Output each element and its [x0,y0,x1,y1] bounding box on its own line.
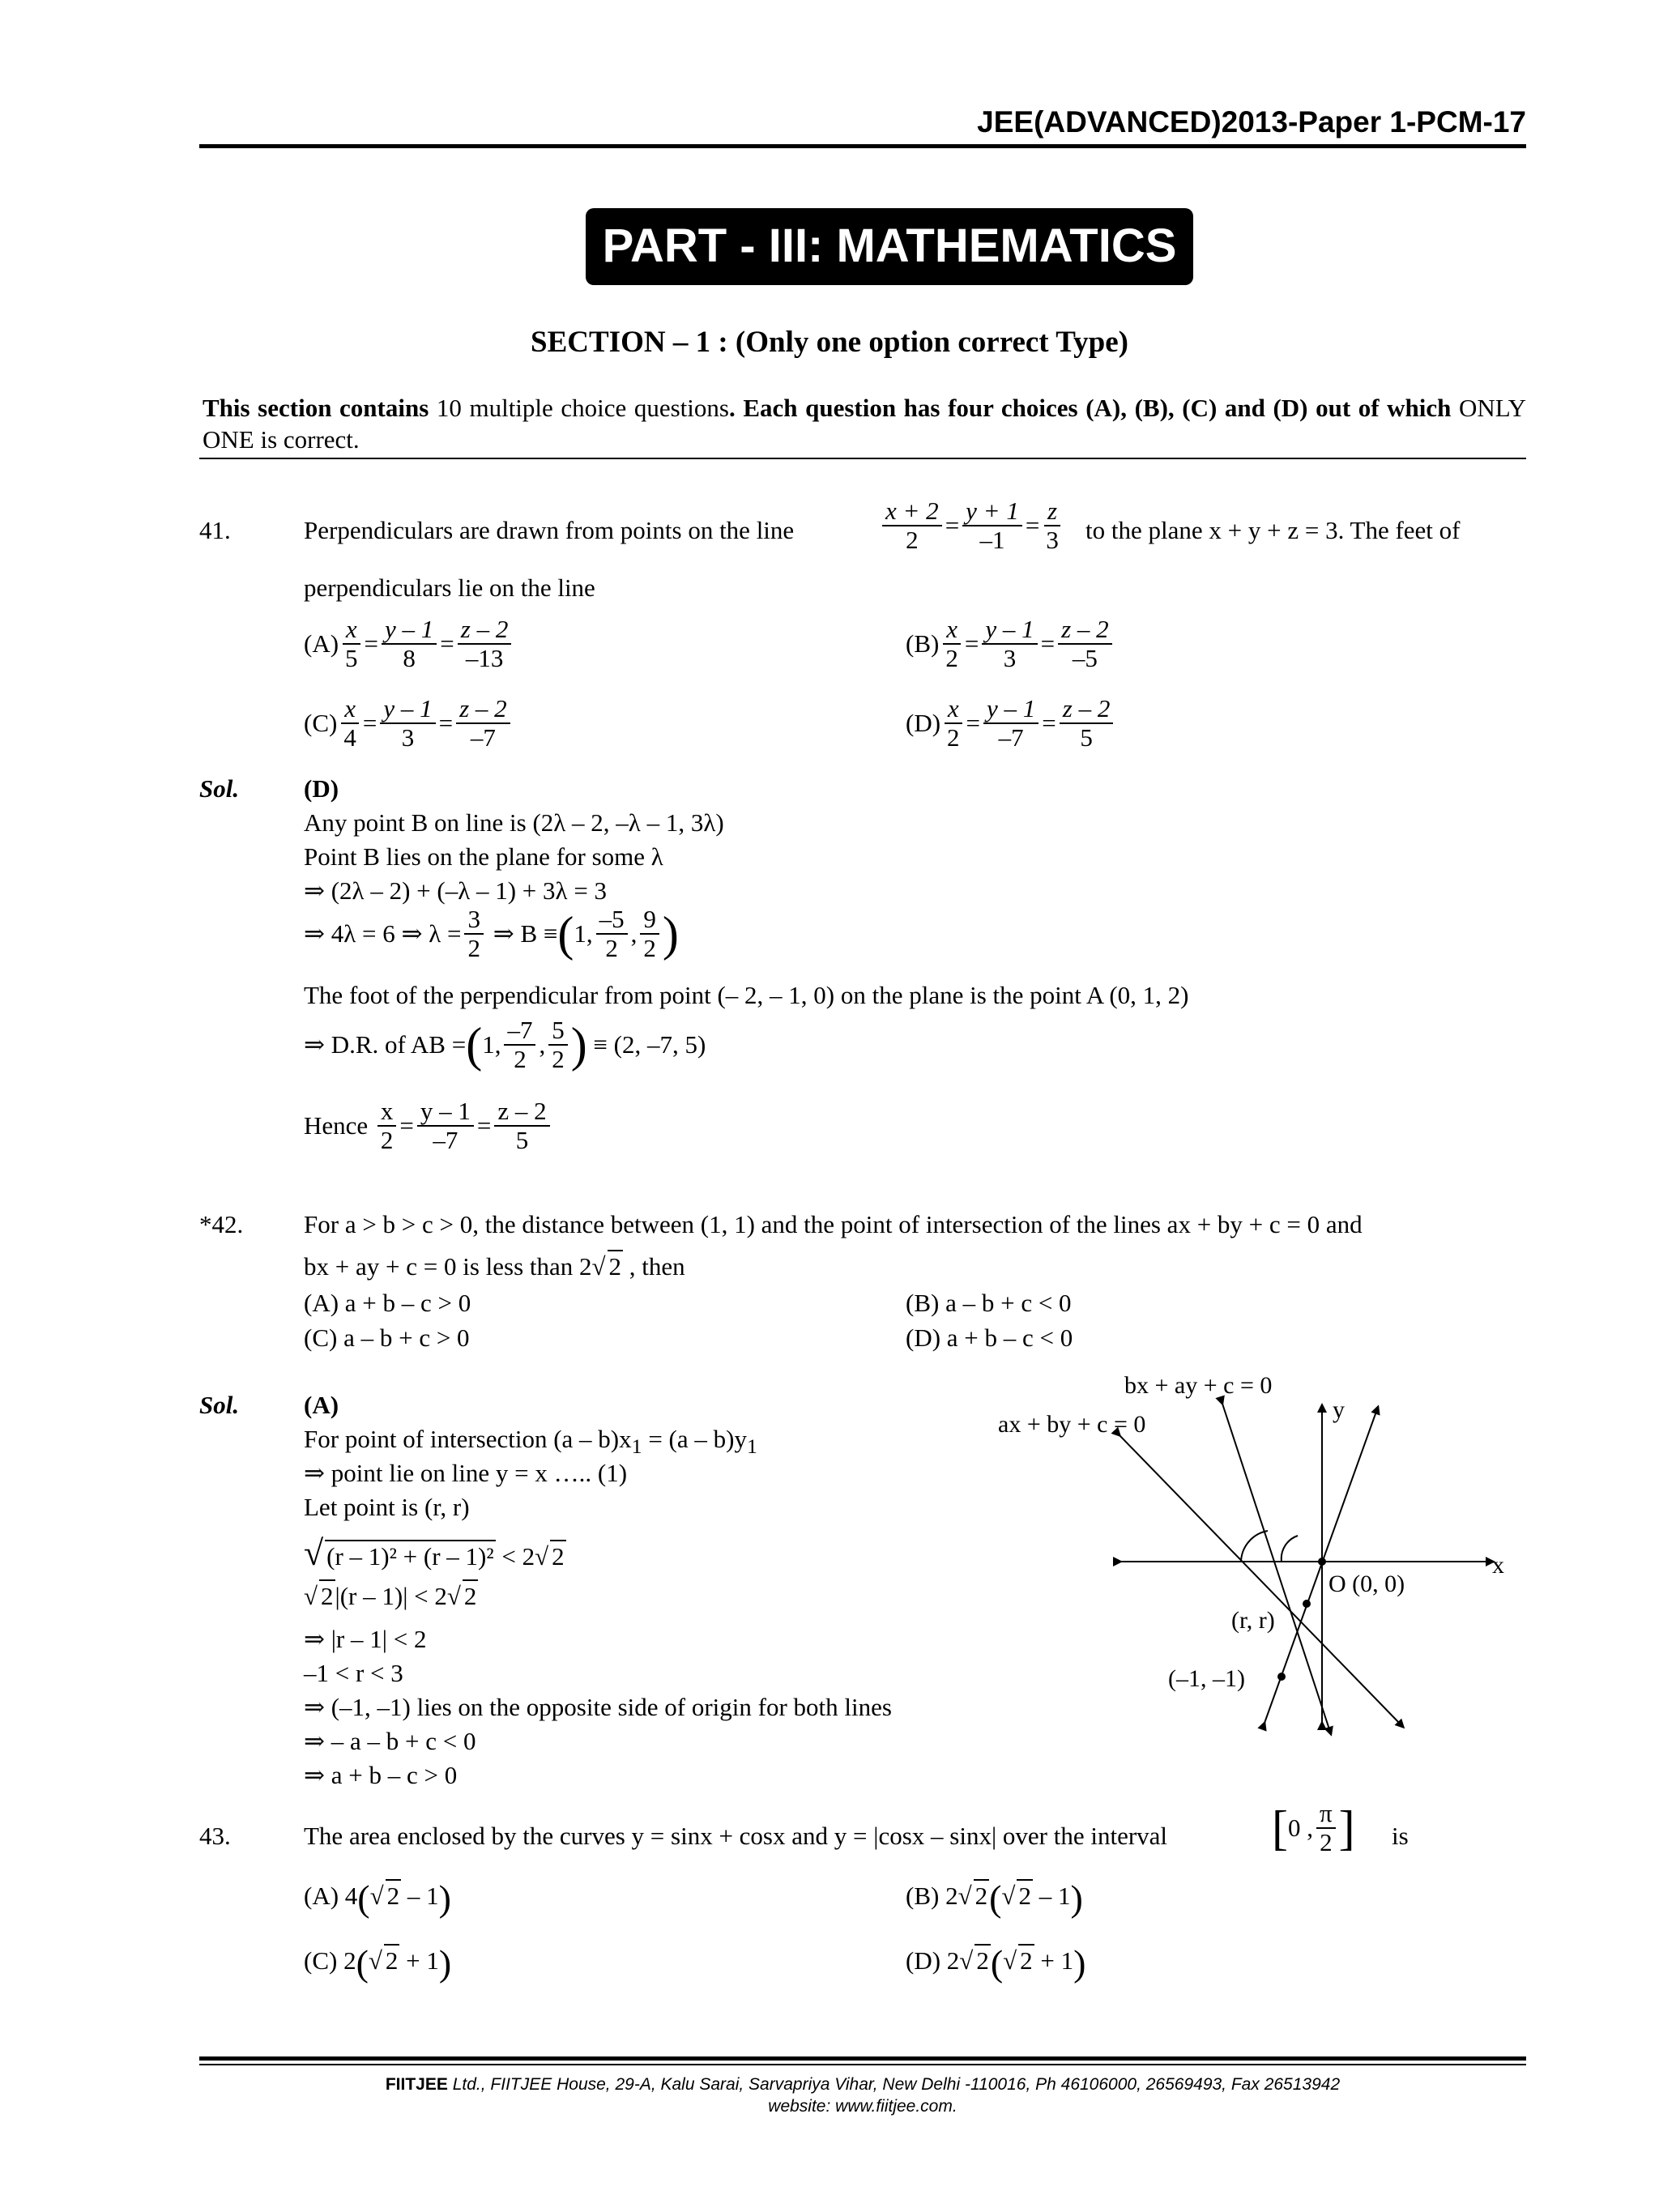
coef: 4 [344,1882,358,1910]
coef: 2 [946,1946,960,1975]
solution-hence: Hence $\frac{x}{2}$ = $\frac{y - 1}{-7}$ = $\frac{z - 2}{5}$ [304,1097,553,1154]
label-r-r: (r, r) [1231,1607,1275,1634]
frac-num: z – 2 [456,695,510,724]
footer-rule [199,2064,1526,2065]
sqrt-radicand: 2 [974,1879,990,1912]
angle-arc [1241,1531,1268,1562]
frac-den: –1 [979,526,1005,555]
frac-den: 2 [906,526,919,555]
option-label: (D) [906,708,941,737]
coef: 2 [343,1946,356,1975]
frac-den: –7 [998,723,1024,752]
footer [199,2073,1526,2118]
solution-line: Point B lies on the plane for some λ [304,842,663,871]
frac-den: –5 [1072,644,1098,673]
frac-num: x [943,616,961,645]
option-b[interactable]: (B) 2√ 2(√ 2 – 1) [906,1877,1083,1919]
label-bx-ay-c: bx + ay + c = 0 [1124,1372,1273,1399]
frac-den: 2 [1320,1828,1333,1857]
solution-line: ⇒ |r – 1| < 2 [304,1625,427,1653]
question-text-cont [304,1250,685,1283]
sqrt-radicand: 2 [386,1879,402,1912]
header-title: JEE(ADVANCED)2013-Paper 1-PCM-17 [977,105,1526,139]
option-sign: – 1 [1038,1882,1071,1910]
option-sign: + 1 [1040,1946,1074,1975]
option-a[interactable]: (A) 4(√ 2 – 1) [304,1877,451,1919]
frac-den: –7 [433,1126,458,1155]
option-label: (D) [906,1946,941,1975]
frac-den: 3 [1046,526,1059,555]
step-text: 1, [482,1029,501,1059]
question-line-equation: $\frac{x + 2}{2}$ = $\frac{y + 1}{-1}$ = $\frac{z}{3}$ [879,496,1065,554]
footer-address: Ltd., FIITJEE House, 29-A, Kalu Sarai, Sarvapriya Vihar, New Delhi -110016, Ph 46106000, 26569493, Fax 26513942 [447,2075,1341,2094]
frac-den: 2 [945,644,958,673]
frac-num: z – 2 [494,1097,549,1127]
solution-step-dr: ⇒ D.R. of AB = ( 1, $\frac{-7}{2}$ , $\frac{5}{2}$ ) ≡ (2, –7, 5) [304,1016,706,1074]
sqrt-symbol: √ [959,1946,974,1975]
coef: 2 [945,1882,958,1910]
solution-line: Any point B on line is (2λ – 2, –λ – 1, 3λ) [304,808,724,837]
angle-arc [1282,1536,1298,1562]
intersection-diagram [996,1369,1515,1741]
question-text: Perpendiculars are drawn from points on the line [304,516,795,544]
frac-num: x [343,616,360,645]
solution-sqrt-line [304,1531,566,1575]
solution-line: ⇒ a + b – c > 0 [304,1761,458,1789]
sqrt-symbol: √ [1003,1946,1017,1975]
frac-den: 5 [515,1126,529,1155]
sqrt-symbol: √ [369,1882,384,1910]
step-text: ⇒ D.R. of AB = [304,1029,467,1059]
solution-line: ⇒ point lie on line y = x ….. (1) [304,1459,628,1487]
sqrt-radicand: 2 [463,1579,479,1613]
frac-den: 2 [380,1126,394,1155]
label-x-axis: x [1492,1552,1504,1579]
frac-num: 9 [640,906,659,935]
footer-website: website: www.fiitjee.com. [768,2097,957,2116]
option-sign: + 1 [406,1946,439,1975]
frac-num: y – 1 [417,1097,474,1127]
solution-line: ⇒ (2λ – 2) + (–λ – 1) + 3λ = 3 [304,876,608,905]
origin-point [1318,1558,1326,1566]
frac-num: y + 1 [962,497,1022,526]
subscript: 1 [631,1434,642,1459]
option-label: (C) [304,708,338,737]
frac-num: x [945,695,962,724]
sqrt-symbol: √ [304,1582,318,1610]
option-b[interactable]: (B) $\frac{x}{2}$ = $\frac{y - 1}{3}$ = $\frac{z - 2}{-5}$ [906,616,1115,672]
option-c[interactable]: (C) a – b + c > 0 [304,1323,470,1352]
footer-brand: FIITJEE [385,2075,448,2094]
option-sign: – 1 [407,1882,439,1910]
subscript: 1 [746,1434,757,1459]
option-d[interactable]: (D) a + b – c < 0 [906,1323,1073,1352]
sqrt-symbol: √ [304,1533,324,1573]
question-text-cont: to the plane x + y + z = 3. The feet of [1085,516,1461,544]
sqrt-radicand: (r – 1)² + (r – 1)² [325,1540,496,1573]
frac-den: 5 [345,644,358,673]
frac-num: z – 2 [458,616,512,645]
frac-den: 2 [605,934,618,963]
question-text: The area enclosed by the curves y = sinx + cosx and y = |cosx – sinx| over the interval [304,1822,1168,1850]
footer-line-1 [199,2073,1526,2095]
solution-label: Sol. [199,1391,240,1419]
point-r-r [1303,1600,1311,1608]
solution-step-lambda: ⇒ 4λ = 6 ⇒ λ = $\frac{3}{2}$ ⇒ B ≡ ( 1, $\frac{-5}{2}$ , $\frac{9}{2}$ ) [304,905,679,963]
sqrt-symbol: √ [1001,1882,1016,1910]
interval-start: 0 , [1287,1813,1313,1842]
frac-num: –7 [504,1016,535,1046]
frac-num: π [1316,1800,1336,1829]
frac-num: x [377,1097,397,1127]
frac-num: y – 1 [983,695,1038,724]
option-b[interactable]: (B) a – b + c < 0 [906,1289,1072,1317]
solution-line: –1 < r < 3 [304,1659,403,1687]
intro-text-1: 10 multiple choice questions [429,394,729,422]
label-minus-one: (–1, –1) [1168,1665,1245,1692]
sqrt-symbol: √ [368,1946,382,1975]
frac-num: z – 2 [1058,616,1112,645]
section-title: SECTION – 1 : (Only one option correct Type) [531,326,1128,359]
solution-line: ⇒ – a – b + c < 0 [304,1727,476,1755]
frac-den: 4 [343,723,356,752]
interval: [ 0 , $\frac{\pi}{2}$ ] [1272,1799,1355,1857]
label-origin: O (0, 0) [1328,1571,1405,1597]
option-c[interactable]: (C) $\frac{x}{4}$ = $\frac{y - 1}{3}$ = $\frac{z - 2}{-7}$ [304,695,514,752]
sqrt-radicand: 2 [608,1250,624,1283]
intro-bold-1: This section contains [203,394,429,422]
solution-answer: (A) [304,1391,339,1419]
step-text: ⇒ 4λ = 6 ⇒ λ = [304,918,462,948]
frac-num: x [341,695,359,724]
solution-line: The foot of the perpendicular from point (– 2, – 1, 0) on the plane is the point A (0, 1, 2) [304,981,1189,1009]
sqrt-symbol: √ [591,1252,606,1281]
frac-den: 5 [1080,723,1093,752]
q-text: , then [623,1252,685,1281]
intro-rule [199,458,1526,459]
frac-den: –7 [470,723,496,752]
sqrt-symbol: √ [957,1882,972,1910]
option-label: (B) [906,1882,940,1910]
frac-num: –5 [596,906,628,935]
sqrt-radicand: 2 [1018,1944,1034,1977]
step-text: Hence [304,1110,369,1140]
question-text-cont: is [1392,1822,1409,1850]
sqrt-radicand: 2 [384,1944,400,1977]
q-text: bx + ay + c = 0 is less than 2 [304,1252,592,1281]
question-number: 43. [199,1822,231,1850]
sqrt-radicand: 2 [1017,1879,1033,1912]
question-text: For a > b > c > 0, the distance between (1, 1) and the point of intersection of the lines ax + by + c = 0 and [304,1210,1363,1238]
frac-den: 8 [403,644,416,673]
option-d[interactable]: (D) $\frac{x}{2}$ = $\frac{y - 1}{-7}$ = $\frac{z - 2}{5}$ [906,695,1116,752]
frac-den: –13 [465,644,504,673]
step-text: = (a – b)y [642,1425,747,1453]
part-title: PART - III: MATHEMATICS [586,208,1193,285]
solution-line [304,1424,757,1460]
frac-num: z – 2 [1060,695,1114,724]
step-text: ≡ (2, –7, 5) [593,1029,706,1059]
label-y-axis: y [1333,1396,1345,1423]
step-text: < 2 [501,1542,535,1571]
question-number: *42. [199,1210,244,1238]
intro-text-2: ONLY ONE is correct. [203,394,1526,454]
solution-sqrt-line [304,1579,478,1613]
step-text: |(r – 1)| < 2 [335,1582,447,1610]
sqrt-symbol: √ [446,1582,461,1610]
option-label: (A) [304,1882,339,1910]
frac-num: z [1044,497,1060,526]
frac-den: 3 [401,723,415,752]
sqrt-radicand: 2 [550,1540,566,1573]
frac-den: 2 [514,1045,527,1074]
option-label: (A) [304,629,339,658]
solution-line: ⇒ (–1, –1) lies on the opposite side of origin for both lines [304,1693,892,1721]
frac-num: x + 2 [882,497,942,526]
header-rule [199,144,1526,148]
question-number: 41. [199,516,231,544]
frac-num: y – 1 [982,616,1037,645]
sqrt-symbol: √ [535,1542,549,1571]
option-a[interactable]: (A) a + b – c > 0 [304,1289,471,1317]
solution-answer: (D) [304,774,339,803]
frac-num: 3 [464,906,484,935]
frac-den: 2 [467,934,480,963]
label-ax-by-c: ax + by + c = 0 [998,1411,1146,1438]
step-text: 1, [574,918,593,948]
option-a[interactable]: (A) $\frac{x}{5}$ = $\frac{y - 1}{8}$ = $\frac{z - 2}{-13}$ [304,616,514,672]
option-label: (C) [304,1946,338,1975]
frac-den: 3 [1003,644,1017,673]
frac-num: y – 1 [382,616,437,645]
footer-rule [199,2056,1526,2061]
solution-label: Sol. [199,774,240,803]
frac-den: 2 [643,934,656,963]
section-intro [203,393,1526,456]
frac-num: 5 [548,1016,568,1046]
frac-num: y – 1 [380,695,435,724]
frac-den: 2 [552,1045,565,1074]
sqrt-radicand: 2 [319,1579,335,1613]
option-d[interactable]: (D) 2√ 2(√ 2 + 1) [906,1941,1086,1984]
option-c[interactable]: (C) 2(√ 2 + 1) [304,1941,452,1984]
sqrt-radicand: 2 [975,1944,991,1977]
option-label: (B) [906,629,940,658]
point-minus-one [1277,1673,1286,1681]
frac-den: 2 [947,723,960,752]
intro-bold-2: . Each question has four choices (A), (B), (C) and (D) out of which [728,394,1452,422]
step-text: ⇒ B ≡ [493,918,558,948]
step-text: For point of intersection (a – b)x [304,1425,632,1453]
solution-line: Let point is (r, r) [304,1493,470,1521]
question-text-cont: perpendiculars lie on the line [304,573,595,602]
